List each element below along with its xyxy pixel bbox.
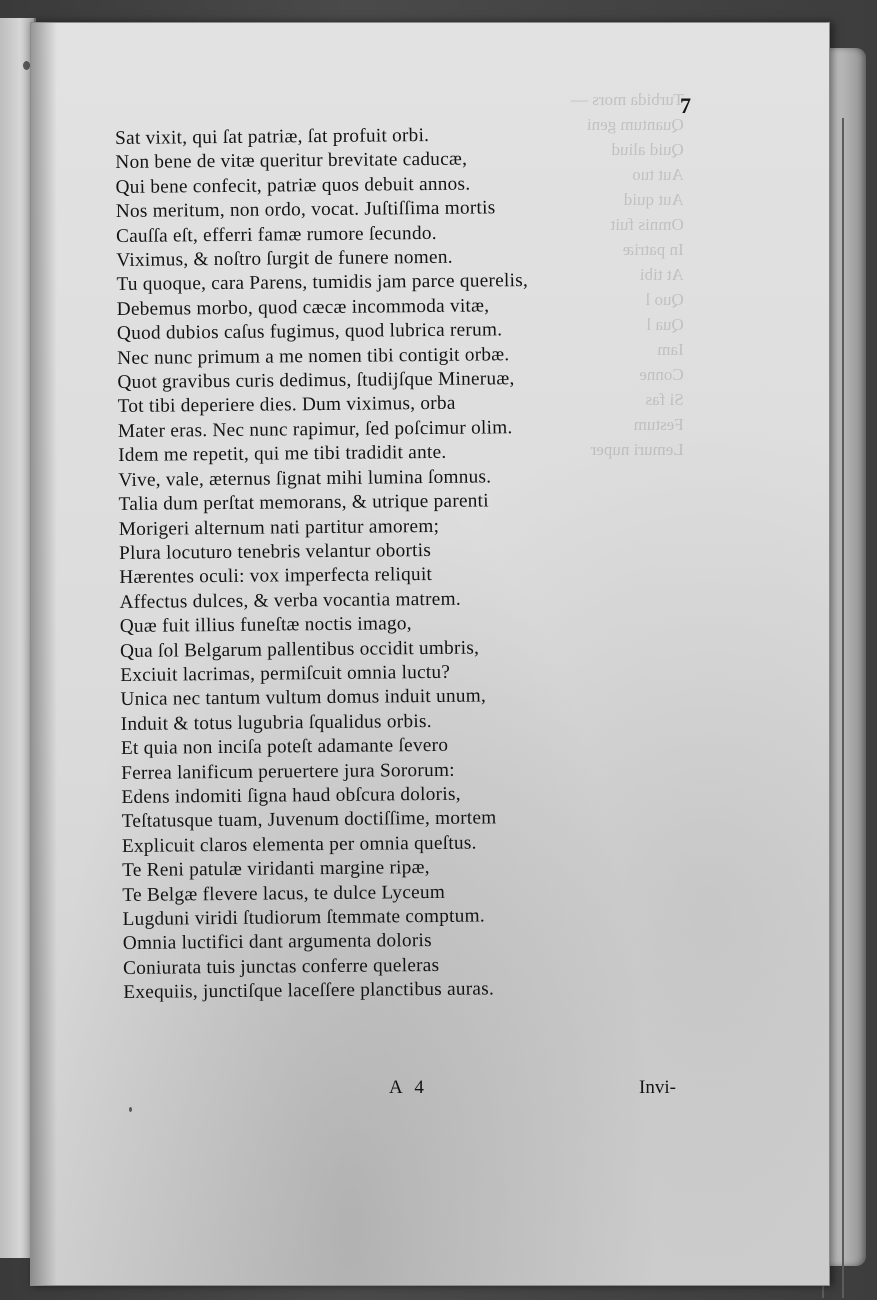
verse-line: Non bene de vitæ queritur brevitate caducæ, xyxy=(115,149,468,174)
verse-line: Tu quoque, cara Parens, tumidis jam parce querelis, xyxy=(116,270,529,296)
verse-line: Qui bene confecit, patriæ quos debuit annos. xyxy=(115,173,471,198)
verse-line: Idem me repetit, qui me tibi tradidit ante. xyxy=(118,442,447,467)
verse-line: Affectus dulces, & verba vocantia matrem. xyxy=(119,588,461,613)
verse-line: Exequiis, junctiſque laceſſere planctibus auras. xyxy=(123,978,495,1004)
verse-line: Te Reni patulæ viridanti margine ripæ, xyxy=(122,857,430,882)
page-number: 7 xyxy=(680,93,691,118)
verse-line: Mater eras. Nec nunc rapimur, ſed poſcimur olim. xyxy=(117,417,513,442)
verse-line: Cauſſa eſt, efferri famæ rumore ſecundo. xyxy=(115,222,437,247)
verse-line: Plura locuturo tenebris velantur obortis xyxy=(118,539,432,564)
verse-line: Ferrea lanificum peruertere jura Sororum: xyxy=(121,759,455,784)
verse-line: Talia dum perſtat memorans, & utrique parenti xyxy=(118,490,489,516)
verse-line: Induit & totus lugubria ſqualidus orbis. xyxy=(120,710,432,735)
verse-line: Teſtatusque tuam, Juvenum doctiſſime, mortem xyxy=(121,807,497,833)
page-footer xyxy=(31,1075,829,1105)
verse-block xyxy=(115,123,535,1006)
verse-line: Quot gravibus curis dedimus, ſtudijſque Mineruæ, xyxy=(117,368,515,394)
page-edge-line xyxy=(842,118,844,1298)
show-through-text: Turbida mors — Quantum geni Quid aliud Aut tuo Aut quid Omnis fuit In patriæ At tibi Quo l Qua l Iam Conne Si fas Festum Lemuri nuper xyxy=(571,90,684,459)
ink-spot xyxy=(129,1107,132,1112)
verse-line: Nec nunc primum a me nomen tibi contigit orbæ. xyxy=(117,343,510,369)
verse-line: Quod dubios caſus fugimus, quod lubrica rerum. xyxy=(116,319,503,345)
verse-line: Explicuit claros elementa per omnia queſtus. xyxy=(121,832,477,857)
verse-line: Vive, vale, æternus ſignat mihi lumina ſomnus. xyxy=(118,466,492,491)
verse-line: Lugduni viridi ſtudiorum ſtemmate comptum. xyxy=(122,905,486,930)
verse-line: Nos meritum, non ordo, vocat. Juſtiſſima mortis xyxy=(115,197,496,223)
verse-line: Edens indomiti ſigna haud obſcura doloris, xyxy=(121,783,461,808)
verse-line: Et quia non inciſa poteſt adamante ſevero xyxy=(120,734,449,760)
signature-mark: A 4 xyxy=(389,1077,428,1098)
verse-line: Unica nec tantum vultum domus induit unum, xyxy=(120,685,487,711)
ink-spot xyxy=(23,61,30,70)
verse-line: Exciuit lacrimas, permiſcuit omnia luctu? xyxy=(120,661,451,686)
verse-line: Debemus morbo, quod cæcæ incommoda vitæ, xyxy=(116,295,490,320)
verse-line: Morigeri alternum nati partitur amorem; xyxy=(118,515,440,540)
verse-line: Coniurata tuis junctas conferre queleras xyxy=(122,954,440,979)
book-page xyxy=(30,22,830,1286)
verse-line: Te Belgæ flevere lacus, te dulce Lyceum xyxy=(122,881,446,906)
catchword: Invi- xyxy=(639,1077,676,1098)
verse-line: Sat vixit, qui ſat patriæ, ſat profuit orbi. xyxy=(115,124,430,149)
verse-line: Hærentes oculi: vox imperfecta reliquit xyxy=(119,564,433,589)
verse-line: Quæ fuit illius funeſtæ noctis imago, xyxy=(119,613,412,638)
verse-line: Qua ſol Belgarum pallentibus occidit umbris, xyxy=(119,637,480,662)
verse-line: Viximus, & noſtro ſurgit de funere nomen. xyxy=(116,246,453,272)
verse-line: Omnia luctifici dant argumenta doloris xyxy=(122,930,432,955)
verse-line: Tot tibi deperiere dies. Dum viximus, orba xyxy=(117,393,456,418)
